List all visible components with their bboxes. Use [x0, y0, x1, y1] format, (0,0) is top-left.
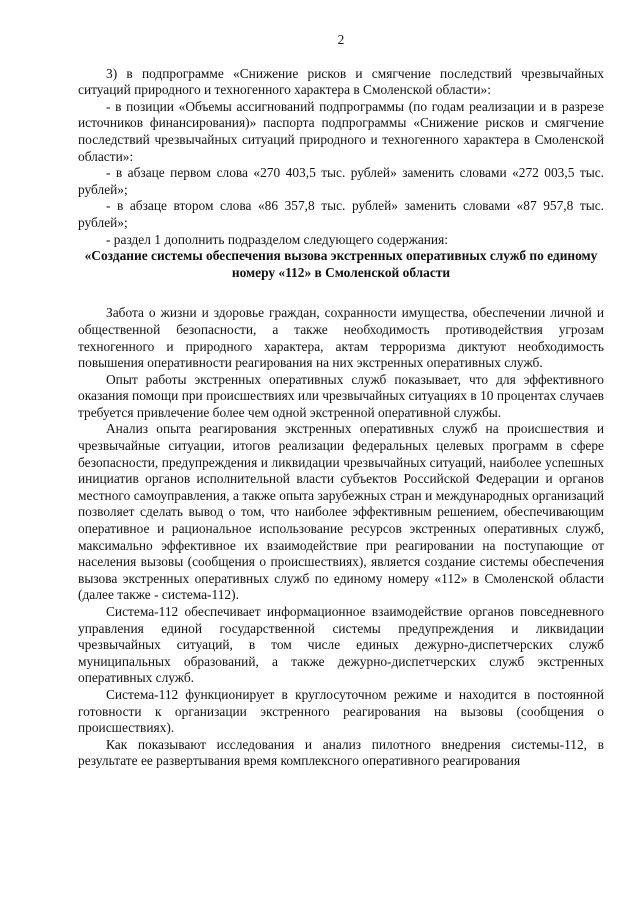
- amendment-paragraph-second: - в абзаце втором слова «86 357,8 тыс. рублей» заменить словами «87 957,8 тыс. рублей»;: [78, 198, 604, 230]
- document-page: [78, 32, 604, 770]
- amendment-paragraph-first: - в абзаце первом слова «270 403,5 тыс. рублей» заменить словами «272 003,5 тыс. рублей»;: [78, 165, 604, 197]
- amendment-section-1: - раздел 1 дополнить подразделом следующего содержания:: [106, 231, 448, 247]
- page-number: 2: [337, 32, 345, 47]
- body-paragraph: Система-112 функционирует в круглосуточном режиме и находится в постоянной готовности к организации экстренного реагирования на вызовы (сообщения о происшествиях).: [78, 686, 604, 736]
- body-paragraph: Система-112 обеспечивает информационное взаимодействие органов повседневного управления единой государственной системы предупреждения и ликвидации чрезвычайных ситуаций, в том числе единых дежурно-диспетчерских служб муниципальных образований, а также дежурно-диспетчерских служб экстренных оперативных служб.: [78, 604, 604, 686]
- section-title: «Создание системы обеспечения вызова экстренных оперативных служб по единому номеру «112» в Смоленской области: [84, 248, 598, 280]
- amendment-position-funding: - в позиции «Объемы ассигнований подпрограммы (по годам реализации и в разрезе источников финансирования)» паспорта подпрограммы «Снижение рисков и смягчение последствий чрезвычайных ситуаций природного и техногенного характера в Смоленской области»:: [78, 98, 604, 164]
- body-paragraph: Анализ опыта реагирования экстренных оперативных служб на происшествия и чрезвычайные ситуации, итогов реализации федеральных целевых программ в сфере безопасности, предупреждения и ликвидации чрезвычайных ситуаций, наиболее успешных инициатив органов исполнительной власти субъектов Российской Федерации и органов местного самоуправления, а также опыта зарубежных стран и международных организаций позволяет сделать вывод о том, что наиболее эффективным решением, обеспечивающим оперативное и рациональное использование ресурсов экстренных оперативных служб, максимально эффективное их взаимодействие при реагировании на поступающие от населения вызовы (сообщения о происшествиях), является создание системы обеспечения вызова экстренных оперативных служб по единому номеру «112» в Смоленской области (далее также - система-112).: [78, 421, 604, 603]
- body-paragraph: Опыт работы экстренных оперативных служб показывает, что для эффективного оказания помощи при происшествиях или чрезвычайных ситуациях в 10 процентах случаев требуется привлечение более чем одной экстренной оперативной службы.: [78, 371, 604, 420]
- body-paragraph: Забота о жизни и здоровье граждан, сохранности имущества, обеспечении личной и общественной безопасности, а также необходимость противодействия угрозам техногенного и природного характера, актам терроризма диктуют необходимость повышения оперативности реагирования на них экстренных оперативных служб.: [78, 305, 604, 371]
- amendment-item-3: 3) в подпрограмме «Снижение рисков и смягчение последствий чрезвычайных ситуаций природного и техногенного характера в Смоленской области»:: [78, 65, 604, 98]
- body-paragraph: Как показывают исследования и анализ пилотного внедрения системы-112, в результате ее развертывания время комплексного оперативного реагирования: [78, 736, 604, 769]
